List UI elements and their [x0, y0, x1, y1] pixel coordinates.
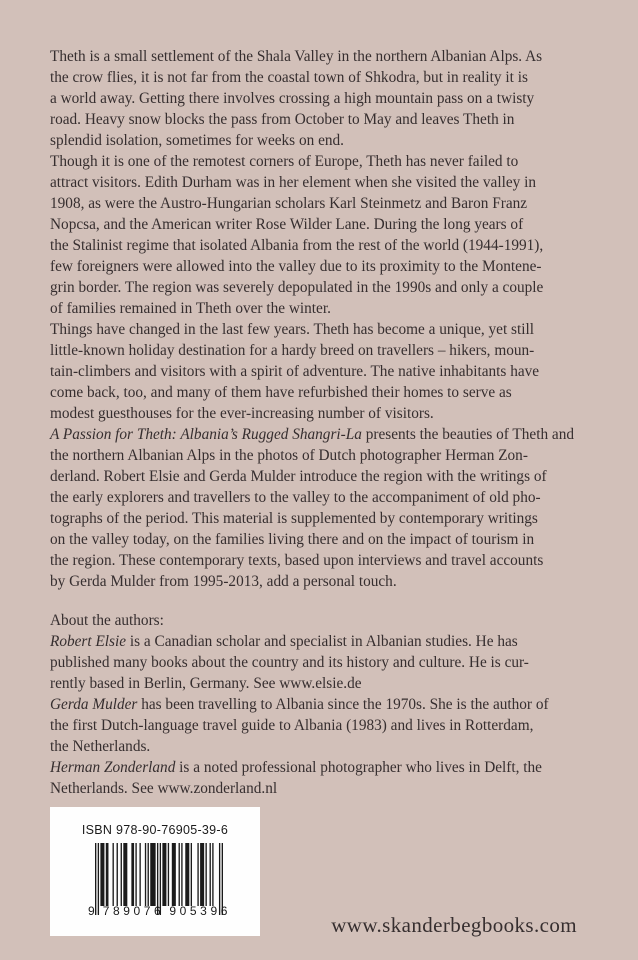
text-segment: few foreigners were allowed into the valley due to its proximity to the Montene- — [50, 258, 542, 275]
text-segment: the region. These contemporary texts, based upon interviews and travel accounts — [50, 552, 544, 569]
text-segment: the first Dutch-language travel guide to Albania (1983) and lives in Rotterdam, — [50, 717, 534, 734]
about-authors-section — [50, 610, 606, 799]
text-segment: Herman Zonderland — [50, 759, 176, 776]
text-line — [50, 319, 606, 340]
text-line — [50, 673, 606, 694]
text-segment: tain-climbers and visitors with a spirit of adventure. The native inhabitants have — [50, 363, 540, 380]
text-line — [50, 172, 606, 193]
text-line — [50, 151, 606, 172]
text-line — [50, 382, 606, 403]
text-line — [50, 256, 606, 277]
text-line — [50, 46, 606, 67]
text-line — [50, 529, 606, 550]
text-segment: Theth is a small settlement of the Shala Valley in the northern Albanian Alps. As — [50, 48, 543, 65]
text-line — [50, 235, 606, 256]
intro-paragraph — [50, 46, 606, 151]
text-line — [50, 466, 606, 487]
text-segment: Gerda Mulder — [50, 696, 138, 713]
text-line — [50, 340, 606, 361]
text-line — [50, 631, 606, 652]
publisher-website-url: www.skanderbegbooks.com — [331, 913, 577, 937]
barcode-digit-leading: 9 — [88, 904, 95, 918]
text-segment: derland. Robert Elsie and Gerda Mulder introduce the region with the writings of — [50, 468, 547, 485]
recent-changes-paragraph — [50, 319, 606, 424]
barcode-digit-group-left: 789076 — [102, 904, 165, 918]
text-line — [50, 193, 606, 214]
text-segment: splendid isolation, sometimes for weeks on end. — [50, 132, 344, 149]
text-line — [50, 214, 606, 235]
text-line — [50, 757, 606, 778]
text-line — [50, 487, 606, 508]
text-segment: the Netherlands. — [50, 738, 151, 755]
text-segment: Nopcsa, and the American writer Rose Wilder Lane. During the long years of — [50, 216, 524, 233]
text-segment: attract visitors. Edith Durham was in her element when she visited the valley in — [50, 174, 536, 191]
text-line — [50, 109, 606, 130]
text-segment: Robert Elsie — [50, 633, 127, 650]
text-line — [50, 277, 606, 298]
text-segment: road. Heavy snow blocks the pass from October to May and leaves Theth in — [50, 111, 515, 128]
text-segment: rently based in Berlin, Germany. See www.elsie.de — [50, 675, 362, 692]
text-segment: of families remained in Theth over the winter. — [50, 300, 331, 317]
text-line — [50, 571, 606, 592]
text-segment: A Passion for Theth: Albania’s Rugged Shangri-La — [50, 426, 362, 443]
text-segment: published many books about the country and its history and culture. He is cur- — [50, 654, 529, 671]
text-segment: grin border. The region was severely depopulated in the 1990s and only a couple — [50, 279, 544, 296]
text-segment: Netherlands. See www.zonderland.nl — [50, 780, 278, 797]
text-segment: on the valley today, on the families living there and on the impact of tourism in — [50, 531, 535, 548]
isbn-number-label: ISBN 978-90-76905-39-6 — [81, 823, 229, 837]
text-segment: modest guesthouses for the ever-increasing number of visitors. — [50, 405, 434, 422]
text-line — [50, 610, 606, 631]
text-segment: Though it is one of the remotest corners of Europe, Theth has never failed to — [50, 153, 519, 170]
barcode-digits — [88, 904, 231, 918]
text-segment: About the authors: — [50, 612, 164, 629]
book-description-paragraph — [50, 424, 606, 592]
text-line — [50, 298, 606, 319]
text-segment: is a noted professional photographer who lives in Delft, the — [175, 759, 542, 776]
text-line — [50, 361, 606, 382]
text-line — [50, 88, 606, 109]
text-segment: Things have changed in the last few years. Theth has become a unique, yet still — [50, 321, 534, 338]
text-line — [50, 694, 606, 715]
text-line — [50, 778, 606, 799]
text-line — [50, 403, 606, 424]
isbn-barcode-panel — [50, 807, 260, 936]
text-line — [50, 715, 606, 736]
text-line — [50, 508, 606, 529]
text-segment: 1908, as were the Austro-Hungarian scholars Karl Steinmetz and Baron Franz — [50, 195, 528, 212]
text-segment: is a Canadian scholar and specialist in Albanian studies. He has — [126, 633, 518, 650]
text-segment: a world away. Getting there involves crossing a high mountain pass on a twisty — [50, 90, 535, 107]
text-segment: the Stalinist regime that isolated Albania from the rest of the world (1944-1991), — [50, 237, 544, 254]
text-line — [50, 736, 606, 757]
text-segment: has been travelling to Albania since the 1970s. She is the author of — [137, 696, 549, 713]
text-segment: tographs of the period. This material is supplemented by contemporary writings — [50, 510, 538, 527]
back-cover-text — [50, 46, 606, 799]
text-segment: come back, too, and many of them have refurbished their homes to serve as — [50, 384, 512, 401]
text-segment: little-known holiday destination for a hardy breed on travellers – hikers, moun- — [50, 342, 535, 359]
text-line — [50, 424, 606, 445]
text-line — [50, 550, 606, 571]
text-line — [50, 445, 606, 466]
text-segment: the early explorers and travellers to the valley to the accompaniment of old pho- — [50, 489, 541, 506]
text-segment: the northern Albanian Alps in the photos of Dutch photographer Herman Zon- — [50, 447, 528, 464]
barcode-digit-group-right: 905396 — [169, 904, 231, 918]
text-segment: by Gerda Mulder from 1995-2013, add a personal touch. — [50, 573, 397, 590]
text-line — [50, 67, 606, 88]
text-segment: presents the beauties of Theth and — [361, 426, 575, 443]
text-line — [50, 652, 606, 673]
visitors-history-paragraph — [50, 151, 606, 319]
text-line — [50, 130, 606, 151]
text-segment: the crow flies, it is not far from the coastal town of Shkodra, but in reality it is — [50, 69, 528, 86]
